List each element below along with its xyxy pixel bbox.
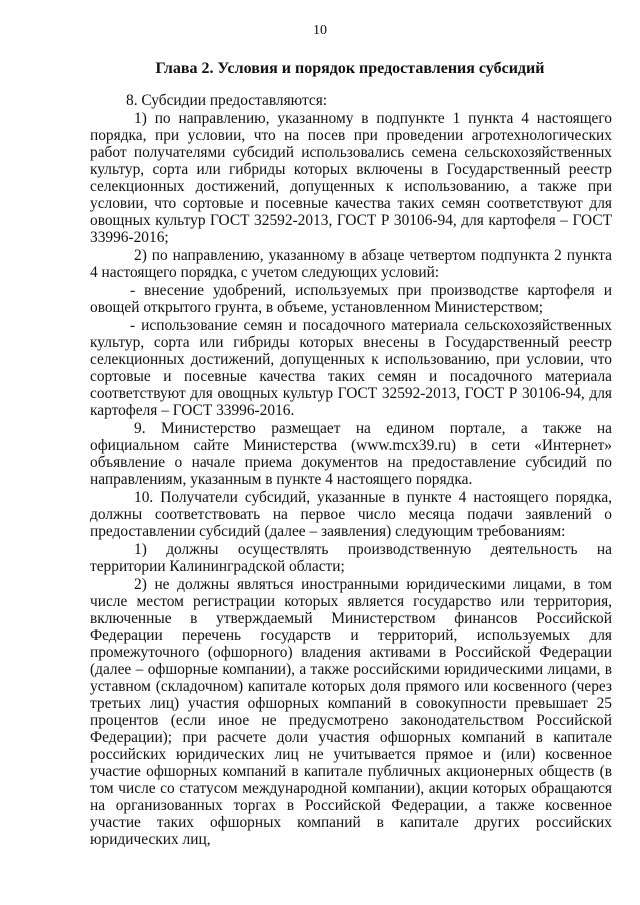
document-body <box>90 92 612 849</box>
paragraph-8-2: 2) по направлению, указанному в абзаце четвертом подпункта 2 пункта 4 настоящего порядка, с учетом следующих условий: <box>90 247 612 281</box>
paragraph-10-1: 1) должны осуществлять производственную деятельность на территории Калининградской области; <box>90 541 612 575</box>
paragraph-8-1: 1) по направлению, указанному в подпункте 1 пункта 4 настоящего порядка, при условии, что на посев при проведении агротехнологических работ получателями субсидий использовались семена сельскохозяйственных культур, сорта или гибриды которых включены в Государственный реестр селекционных достижений, допущенных к использованию, а также при условии, что сортовые и посевные качества таких семян соответствуют для овощных культур ГОСТ 32592-2013, ГОСТ Р 30106-94, для картофеля – ГОСТ 33996-2016; <box>90 110 612 246</box>
page-number: 10 <box>313 23 327 38</box>
paragraph-10: 10. Получатели субсидий, указанные в пункте 4 настоящего порядка, должны соответствовать на первое число месяца подачи заявлений о предоставлении субсидий (далее – заявления) следующим требованиям: <box>90 489 612 540</box>
paragraph-10-2: 2) не должны являться иностранными юридическими лицами, в том числе местом регистрации которых является государство или территория, включенные в утверждаемый Министерством финансов Российской Федерации перечень государств и территорий, используемых для промежуточного (офшорного) владения активами в Российской Федерации (далее – офшорные компании), а также российскими юридическими лицами, в уставном (складочном) капитале которых доля прямого или косвенного (через третьих лиц) участия офшорных компаний в совокупности превышает 25 процентов (если иное не предусмотрено законодательством Российской Федерации); при расчете доли участия офшорных компаний в капитале российских юридических лиц не учитывается прямое и (или) косвенное участие офшорных компаний в капитале публичных акционерных обществ (в том числе со статусом международной компании), акции которых обращаются на организованных торгах в Российской Федерации, а также косвенное участие таких офшорных компаний в капитале других российских юридических лиц, <box>90 576 612 848</box>
paragraph-8: 8. Субсидии предоставляются: <box>126 92 328 109</box>
paragraph-8-2-fertilizers: - внесение удобрений, используемых при производстве картофеля и овощей открытого грунта, в объеме, установленном Министерством; <box>90 282 612 316</box>
chapter-title: Глава 2. Условия и порядок предоставления субсидий <box>155 60 545 77</box>
paragraph-9: 9. Министерство размещает на едином портале, а также на официальном сайте Министерства (www.mcx39.ru) в сети «Интернет» объявление о начале приема документов на предоставление субсидий по направлениям, указанным в пункте 4 настоящего порядка. <box>90 420 612 488</box>
paragraph-8-2-seeds: - использование семян и посадочного материала сельскохозяйственных культур, сорта или гибриды которых внесены в Государственный реестр селекционных достижений, допущенных к использованию, при условии, что сортовые и посевные качества таких семян и посадочного материала соответствуют для овощных культур ГОСТ 32592-2013, ГОСТ Р 30106-94, для картофеля – ГОСТ 33996-2016. <box>90 317 612 419</box>
